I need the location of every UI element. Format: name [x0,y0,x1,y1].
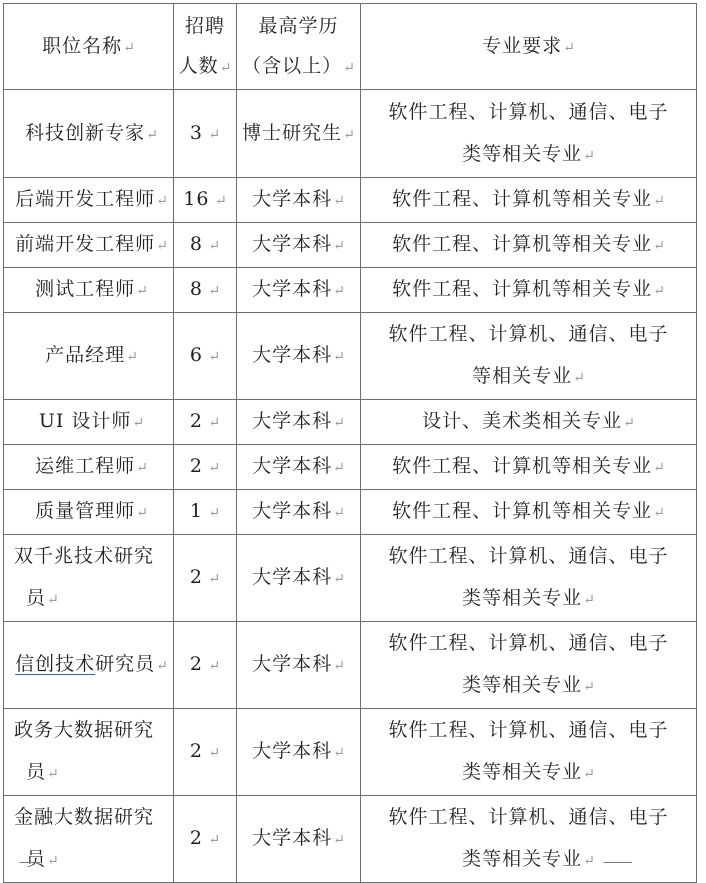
cell-count [174,796,237,883]
education-text: 大学本科 [252,410,333,432]
paragraph-mark: ↵ [653,193,665,209]
cell-count [174,535,237,622]
cell-education [237,490,361,535]
cell-count [174,90,237,178]
cell-major [361,490,697,535]
paragraph-mark: ↵ [333,349,345,365]
paragraph-mark: ↵ [136,460,148,476]
cell-education [237,313,361,400]
cell-position [4,223,174,268]
major-text: 类等相关专业 [462,761,583,783]
paragraph-mark: ↵ [156,193,168,209]
major-text: 软件工程、计算机、通信、电子 [388,323,669,345]
cell-major [361,268,697,313]
paragraph-mark: ↵ [203,126,221,143]
count-text: 2 [189,653,203,675]
paragraph-mark: ↵ [333,193,345,209]
table-row [4,90,697,178]
paragraph-mark: ↵ [583,766,595,782]
education-text: 大学本科 [252,455,333,477]
education-text: 大学本科 [252,740,333,762]
cell-position [4,622,174,709]
paragraph-mark: ↵ [583,592,595,608]
table-row [4,709,697,796]
position-text: 质量管理师 [35,500,136,522]
education-text: 博士研究生 [242,121,343,144]
paragraph-mark: ↵ [203,349,221,365]
cell-count [174,313,237,400]
cell-position [4,268,174,313]
position-text: 后端开发工程师 [15,188,156,210]
cell-major [361,796,697,883]
education-text: 大学本科 [252,278,333,300]
education-text: 大学本科 [252,233,333,255]
paragraph-mark: ↵ [203,832,221,848]
position-text: 员 [26,587,47,609]
count-text: 6 [189,344,203,366]
cell-position [4,535,174,622]
position-text: 双千兆技术研究 [14,545,155,567]
education-text: 大学本科 [252,344,333,366]
cell-count [174,268,237,313]
major-text: 类等相关专业 [462,848,583,870]
paragraph-mark: ↵ [333,238,345,254]
major-text: 类等相关专业 [462,142,583,165]
paragraph-mark: ↵ [343,126,355,143]
count-text: 2 [189,827,203,849]
paragraph-mark: ↵ [203,505,221,521]
major-text: 软件工程、计算机、通信、电子 [388,806,669,828]
position-text: 员 [26,848,47,870]
table-row [4,223,697,268]
count-text: 2 [189,410,203,432]
header-row [4,4,697,90]
paragraph-mark: ↵ [203,460,221,476]
major-text: 软件工程、计算机、通信、电子 [388,632,669,654]
paragraph-mark: ↵ [583,679,595,695]
paragraph-mark: ↵ [653,283,665,299]
table-row [4,178,697,223]
major-text: 软件工程、计算机等相关专业 [392,278,653,300]
position-text: 员 [26,761,47,783]
position-text: 测试工程师 [35,278,136,300]
cell-position [4,445,174,490]
major-text: 软件工程、计算机、通信、电子 [388,100,669,123]
paragraph-mark: ↵ [203,571,221,587]
position-text: UI 设计师 [38,410,132,432]
paragraph-mark: ↵ [333,283,345,299]
table-row [4,445,697,490]
paragraph-mark: ↵ [47,592,59,608]
paragraph-mark: ↵ [333,745,345,761]
position-text: 前端开发工程师 [15,233,156,255]
paragraph-mark: ↵ [203,745,221,761]
paragraph-mark: ↵ [156,658,168,674]
cell-position [4,490,174,535]
cell-major [361,445,697,490]
cell-major [361,178,697,223]
paragraph-mark: ↵ [623,415,635,431]
paragraph-mark: ↵ [132,415,145,431]
paragraph-mark: ↵ [47,853,59,869]
paragraph-mark: ↵ [653,505,665,521]
header-education: 最高学历 （含以上）↵ [237,4,361,90]
position-text: 产品经理 [45,344,126,366]
position-text: 科技创新专家 [25,121,146,144]
paragraph-mark: ↵ [47,766,59,782]
cell-major [361,535,697,622]
table-row [4,490,697,535]
cell-count [174,400,237,445]
cell-count [174,223,237,268]
table-row [4,796,697,883]
cell-major [361,223,697,268]
cell-education [237,400,361,445]
position-text: 信创技术研究员 [15,653,156,675]
paragraph-mark: ↵ [583,853,595,869]
paragraph-mark: ↵ [653,238,665,254]
paragraph-mark: ↵ [146,126,158,143]
header-major: 专业要求↵ [361,4,697,90]
header-count: 招聘 人数↵ [174,4,237,90]
cell-education [237,223,361,268]
major-text: 软件工程、计算机、通信、电子 [388,545,669,567]
recruitment-table [3,3,697,883]
table-row [4,622,697,709]
cell-count [174,178,237,223]
cell-education [237,90,361,178]
paragraph-mark: ↵ [203,415,221,431]
paragraph-mark: ↵ [333,415,345,431]
education-text: 大学本科 [252,653,333,675]
major-text: 软件工程、计算机等相关专业 [392,188,653,210]
paragraph-mark: ↵ [333,460,345,476]
position-text: 运维工程师 [35,455,136,477]
major-text: 类等相关专业 [462,587,583,609]
count-text: 2 [189,566,203,588]
education-text: 大学本科 [252,827,333,849]
count-text: 2 [189,740,203,762]
cell-major [361,313,697,400]
major-text: 软件工程、计算机、通信、电子 [388,719,669,741]
paragraph-mark: ↵ [333,832,345,848]
position-text: 政务大数据研究 [14,719,155,741]
major-text: 等相关专业 [472,365,573,387]
education-text: 大学本科 [252,566,333,588]
cell-count [174,445,237,490]
major-text: 软件工程、计算机等相关专业 [392,455,653,477]
cell-count [174,622,237,709]
cell-education [237,709,361,796]
cell-education [237,268,361,313]
cell-education [237,535,361,622]
paragraph-mark: ↵ [573,370,585,386]
education-text: 大学本科 [252,500,333,522]
cell-education [237,796,361,883]
paragraph-mark: ↵ [333,571,345,587]
count-text: 3 [189,121,203,144]
cell-count [174,709,237,796]
count-text: 8 [189,233,203,255]
position-text: 金融大数据研究 [14,806,155,828]
cell-count [174,490,237,535]
paragraph-mark: ↵ [136,505,148,521]
education-text: 大学本科 [252,188,333,210]
paragraph-mark: ↵ [333,658,345,674]
count-text: 2 [189,455,203,477]
cell-position [4,178,174,223]
table-row [4,400,697,445]
header-position: 职位名称↵ [4,4,174,90]
cell-education [237,178,361,223]
paragraph-mark: ↵ [203,238,221,254]
paragraph-mark: ↵ [126,349,138,365]
cell-education [237,622,361,709]
cell-position [4,400,174,445]
paragraph-mark: ↵ [156,238,168,254]
cell-major [361,709,697,796]
cell-major [361,622,697,709]
paragraph-mark: ↵ [333,505,345,521]
count-text: 1 [189,500,203,522]
table-row [4,313,697,400]
paragraph-mark: ↵ [583,147,595,164]
paragraph-mark: ↵ [210,193,227,209]
major-text: 设计、美术类相关专业 [422,410,623,432]
cell-position [4,90,174,178]
cell-major [361,400,697,445]
cell-position [4,709,174,796]
major-text: 软件工程、计算机等相关专业 [392,233,653,255]
cell-major [361,90,697,178]
count-text: 16 [183,188,210,210]
paragraph-mark: ↵ [136,283,148,299]
cell-education [237,445,361,490]
major-text: 软件工程、计算机等相关专业 [392,500,653,522]
major-text: 类等相关专业 [462,674,583,696]
count-text: 8 [189,278,203,300]
cell-position [4,313,174,400]
paragraph-mark: ↵ [653,460,665,476]
table-row [4,535,697,622]
paragraph-mark: ↵ [203,283,221,299]
table-row [4,268,697,313]
paragraph-mark: ↵ [203,658,221,674]
cell-position [4,796,174,883]
